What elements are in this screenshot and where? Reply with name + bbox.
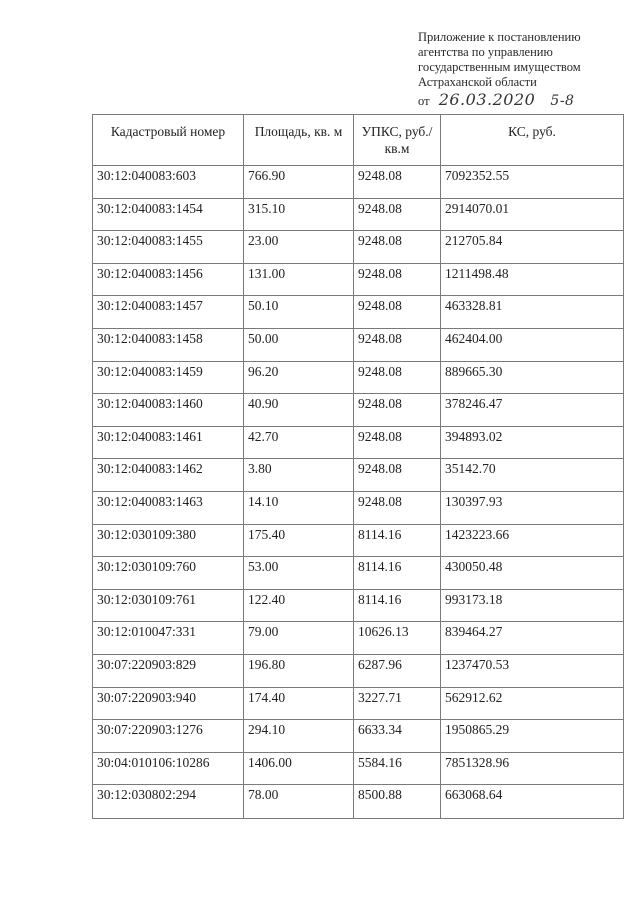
area-cell: 50.10	[244, 296, 354, 329]
table-row	[93, 426, 624, 459]
table-row	[93, 687, 624, 720]
area-cell: 122.40	[244, 589, 354, 622]
area-cell: 294.10	[244, 720, 354, 753]
area-cell: 42.70	[244, 426, 354, 459]
cadastral-number-cell: 30:07:220903:940	[93, 687, 244, 720]
cadastral-value-cell: 463328.81	[441, 296, 624, 329]
cadastral-value-cell: 462404.00	[441, 328, 624, 361]
area-cell: 79.00	[244, 622, 354, 655]
cadastral-value-cell: 1237470.53	[441, 654, 624, 687]
table-row	[93, 557, 624, 590]
cadastral-number-cell: 30:12:040083:1463	[93, 491, 244, 524]
approval-header	[418, 30, 628, 109]
area-cell: 196.80	[244, 654, 354, 687]
header-line-1: Приложение к постановлению	[418, 30, 581, 44]
cadastral-number-cell: 30:12:030109:760	[93, 557, 244, 590]
area-cell: 23.00	[244, 231, 354, 264]
table-body	[93, 166, 624, 819]
upks-cell: 5584.16	[354, 752, 441, 785]
area-cell: 3.80	[244, 459, 354, 492]
area-cell: 175.40	[244, 524, 354, 557]
table-row	[93, 296, 624, 329]
cadastral-number-cell: 30:12:030109:761	[93, 589, 244, 622]
area-cell: 14.10	[244, 491, 354, 524]
upks-cell: 8114.16	[354, 557, 441, 590]
upks-cell: 9248.08	[354, 361, 441, 394]
area-cell: 131.00	[244, 263, 354, 296]
table-row	[93, 654, 624, 687]
cadastral-value-cell: 889665.30	[441, 361, 624, 394]
column-header-upks: УПКС, руб./кв.м	[354, 115, 441, 166]
table-row	[93, 361, 624, 394]
cadastral-number-cell: 30:12:040083:1459	[93, 361, 244, 394]
table-row	[93, 263, 624, 296]
table-row	[93, 785, 624, 819]
cadastral-number-cell: 30:07:220903:829	[93, 654, 244, 687]
cadastral-value-cell: 7851328.96	[441, 752, 624, 785]
upks-cell: 9248.08	[354, 263, 441, 296]
cadastral-value-cell: 1423223.66	[441, 524, 624, 557]
column-header-cadastral-number: Кадастровый номер	[93, 115, 244, 166]
table-row	[93, 459, 624, 492]
cadastral-value-cell: 394893.02	[441, 426, 624, 459]
cadastral-number-cell: 30:07:220903:1276	[93, 720, 244, 753]
cadastral-number-cell: 30:12:040083:1456	[93, 263, 244, 296]
table-row	[93, 231, 624, 264]
cadastral-value-table	[92, 114, 624, 819]
area-cell: 53.00	[244, 557, 354, 590]
cadastral-value-cell: 7092352.55	[441, 166, 624, 199]
cadastral-value-cell: 993173.18	[441, 589, 624, 622]
header-line-3: государственным имуществом	[418, 60, 581, 74]
cadastral-value-cell: 1950865.29	[441, 720, 624, 753]
cadastral-number-cell: 30:12:030802:294	[93, 785, 244, 819]
table-row	[93, 491, 624, 524]
area-cell: 40.90	[244, 394, 354, 427]
area-cell: 50.00	[244, 328, 354, 361]
handwritten-date: 26.03.2020	[438, 90, 536, 109]
table-header-row	[93, 115, 624, 166]
upks-cell: 8500.88	[354, 785, 441, 819]
cadastral-number-cell: 30:12:040083:603	[93, 166, 244, 199]
table-row	[93, 524, 624, 557]
upks-cell: 9248.08	[354, 231, 441, 264]
area-cell: 174.40	[244, 687, 354, 720]
cadastral-number-cell: 30:12:040083:1460	[93, 394, 244, 427]
cadastral-number-cell: 30:12:010047:331	[93, 622, 244, 655]
table-row	[93, 394, 624, 427]
area-cell: 96.20	[244, 361, 354, 394]
table-row	[93, 328, 624, 361]
upks-cell: 8114.16	[354, 524, 441, 557]
upks-cell: 9248.08	[354, 328, 441, 361]
handwritten-number: 5-8	[550, 93, 575, 109]
area-cell: 78.00	[244, 785, 354, 819]
cadastral-number-cell: 30:12:030109:380	[93, 524, 244, 557]
cadastral-value-cell: 130397.93	[441, 491, 624, 524]
cadastral-value-cell: 35142.70	[441, 459, 624, 492]
column-header-area: Площадь, кв. м	[244, 115, 354, 166]
area-cell: 315.10	[244, 198, 354, 231]
upks-cell: 9248.08	[354, 166, 441, 199]
cadastral-value-cell: 2914070.01	[441, 198, 624, 231]
cadastral-value-cell: 839464.27	[441, 622, 624, 655]
cadastral-value-cell: 378246.47	[441, 394, 624, 427]
table-row	[93, 752, 624, 785]
upks-cell: 9248.08	[354, 296, 441, 329]
cadastral-number-cell: 30:12:040083:1454	[93, 198, 244, 231]
upks-cell: 9248.08	[354, 426, 441, 459]
cadastral-number-cell: 30:12:040083:1462	[93, 459, 244, 492]
table-row	[93, 720, 624, 753]
upks-cell: 3227.71	[354, 687, 441, 720]
upks-cell: 9248.08	[354, 198, 441, 231]
table-row	[93, 166, 624, 199]
table-row	[93, 589, 624, 622]
cadastral-number-cell: 30:12:040083:1457	[93, 296, 244, 329]
cadastral-value-cell: 430050.48	[441, 557, 624, 590]
area-cell: 766.90	[244, 166, 354, 199]
upks-cell: 9248.08	[354, 459, 441, 492]
table-row	[93, 198, 624, 231]
cadastral-number-cell: 30:12:040083:1458	[93, 328, 244, 361]
cadastral-value-cell: 562912.62	[441, 687, 624, 720]
header-line-4: Астраханской области	[418, 75, 537, 89]
upks-cell: 6287.96	[354, 654, 441, 687]
cadastral-number-cell: 30:12:040083:1455	[93, 231, 244, 264]
upks-cell: 6633.34	[354, 720, 441, 753]
area-cell: 1406.00	[244, 752, 354, 785]
upks-cell: 10626.13	[354, 622, 441, 655]
cadastral-number-cell: 30:12:040083:1461	[93, 426, 244, 459]
upks-cell: 8114.16	[354, 589, 441, 622]
cadastral-number-cell: 30:04:010106:10286	[93, 752, 244, 785]
upks-cell: 9248.08	[354, 491, 441, 524]
column-header-cadastral-value: КС, руб.	[441, 115, 624, 166]
cadastral-value-cell: 663068.64	[441, 785, 624, 819]
upks-cell: 9248.08	[354, 394, 441, 427]
table-row	[93, 622, 624, 655]
cadastral-value-cell: 1211498.48	[441, 263, 624, 296]
decree-reference	[418, 92, 628, 109]
from-label: от	[418, 94, 430, 108]
header-line-2: агентства по управлению	[418, 45, 553, 59]
cadastral-value-cell: 212705.84	[441, 231, 624, 264]
